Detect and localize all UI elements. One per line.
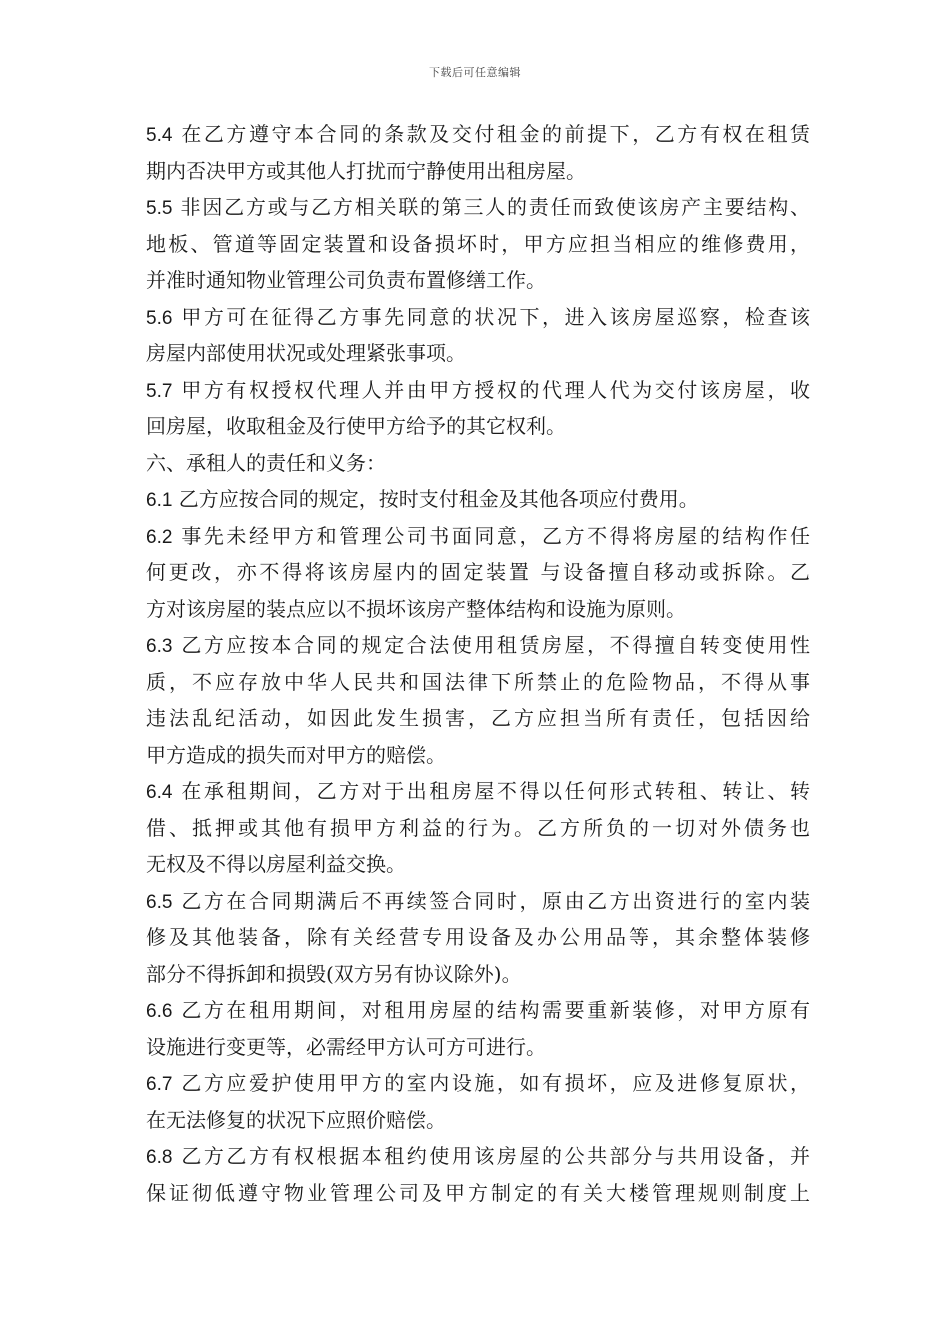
clause-text: 地板、管道等固定装置和设备损坏时，甲方应担当相应的维修费用，	[146, 231, 810, 256]
text-line	[146, 846, 810, 883]
text-line	[146, 554, 810, 591]
text-line	[146, 116, 810, 153]
text-line	[146, 408, 810, 445]
text-line	[146, 737, 810, 774]
text-line	[146, 627, 810, 664]
clause-number: 5.4	[146, 125, 173, 146]
text-line	[146, 773, 810, 810]
clause-text: 甲方可在征得乙方事先同意的状况下，进入该房屋巡察，检查该	[181, 304, 811, 329]
clause-text: 何更改，亦不得将该房屋内的固定装置 与设备擅自移动或拆除。乙	[146, 560, 810, 584]
clause-text: 乙方应按合同的规定，按时支付租金及其他各项应付费用。	[178, 487, 699, 511]
text-line	[146, 445, 810, 482]
clause-text: 乙方乙方有权根据本租约使用该房屋的公共部分与共用设备，并	[181, 1144, 811, 1168]
text-line	[146, 810, 810, 847]
clause-number: 6.2	[146, 526, 173, 548]
clause-number: 6.4	[146, 782, 173, 803]
clause-number: 6.5	[146, 891, 173, 913]
clause-text: 回房屋，收取租金及行使甲方给予的其它权利。	[146, 414, 566, 438]
text-line	[146, 481, 810, 518]
text-line	[146, 1102, 810, 1139]
clause-text: 并准时通知物业管理公司负责布置修缮工作。	[146, 268, 546, 292]
clause-number: 5.6	[146, 307, 173, 329]
text-line	[146, 591, 810, 628]
text-line	[146, 518, 810, 555]
text-line	[146, 189, 810, 226]
clause-text: 部分不得拆卸和损毁(双方另有协议除外)。	[146, 961, 522, 986]
clause-text: 乙方在租用期间，对租用房屋的结构需要重新装修，对甲方原有	[181, 998, 811, 1022]
clause-text: 修及其他装备，除有关经营专用设备及办公用品等，其余整体装修	[146, 925, 810, 949]
text-line	[146, 700, 810, 737]
clause-text: 违法乱纪活动，如因此发生损害，乙方应担当所有责任，包括因给	[146, 706, 810, 730]
clause-text: 甲方有权授权代理人并由甲方授权的代理人代为交付该房屋，收	[181, 377, 811, 402]
clause-text: 在无法修复的状况下应照价赔偿。	[146, 1107, 446, 1132]
text-line	[146, 956, 810, 993]
clause-text: 保证彻低遵守物业管理公司及甲方制定的有关大楼管理规则制度上	[146, 1180, 810, 1205]
clause-text: 期内否决甲方或其他人打扰而宁静使用出租房屋。	[146, 158, 586, 183]
clause-number: 5.5	[146, 198, 173, 219]
text-line	[146, 372, 810, 409]
clause-text: 非因乙方或与乙方相关联的第三人的责任而致使该房产主要结构、	[180, 195, 810, 219]
document-body	[146, 116, 810, 1211]
clause-number: 5.7	[146, 380, 173, 402]
text-line	[146, 664, 810, 701]
text-line	[146, 992, 810, 1029]
clause-text: 事先未经甲方和管理公司书面同意，乙方不得将房屋的结构作任	[181, 523, 811, 548]
text-line	[146, 919, 810, 956]
clause-text: 乙方应按本合同的规定合法使用租赁房屋，不得擅自转变使用性	[181, 633, 811, 657]
clause-text: 在承租期间，乙方对于出租房屋不得以任何形式转租、转让、转	[181, 779, 811, 803]
clause-text: 甲方造成的损失而对甲方的赔偿。	[146, 742, 446, 767]
clause-text: 房屋内部使用状况或处理紧张事项。	[146, 341, 466, 365]
clause-text: 乙方在合同期满后不再续签合同时，原由乙方出资进行的室内装	[181, 888, 811, 913]
clause-number: 6.6	[146, 1001, 173, 1022]
clause-number: 6.3	[146, 636, 173, 657]
page-header: 下载后可任意编辑	[429, 66, 521, 79]
text-line	[146, 883, 810, 920]
clause-number: 6.8	[146, 1147, 173, 1168]
clause-text: 方对该房屋的装点应以不损坏该房产整体结构和设施为原则。	[146, 596, 686, 621]
clause-text: 乙方应爱护使用甲方的室内设施，如有损坏，应及进修复原状，	[181, 1071, 811, 1095]
text-line	[146, 1065, 810, 1102]
text-line	[146, 153, 810, 190]
text-line	[146, 1029, 810, 1066]
clause-text: 质，不应存放中华人民共和国法律下所禁止的危险物品，不得从事	[146, 669, 810, 694]
clause-text: 借、抵押或其他有损甲方利益的行为。乙方所负的一切对外债务也	[146, 815, 810, 840]
text-line	[146, 1175, 810, 1212]
clause-text: 设施进行变更等，必需经甲方认可方可进行。	[146, 1034, 546, 1059]
text-line	[146, 226, 810, 263]
text-line	[146, 262, 810, 299]
clause-text: 六、承租人的责任和义务：	[146, 450, 386, 475]
text-line	[146, 299, 810, 336]
text-line	[146, 335, 810, 372]
clause-number: 6.1	[146, 490, 173, 511]
clause-number: 6.7	[146, 1074, 173, 1095]
clause-text: 无权及不得以房屋利益交换。	[146, 852, 406, 876]
clause-text: 在乙方遵守本合同的条款及交付租金的前提下，乙方有权在租赁	[181, 122, 811, 146]
text-line	[146, 1138, 810, 1175]
